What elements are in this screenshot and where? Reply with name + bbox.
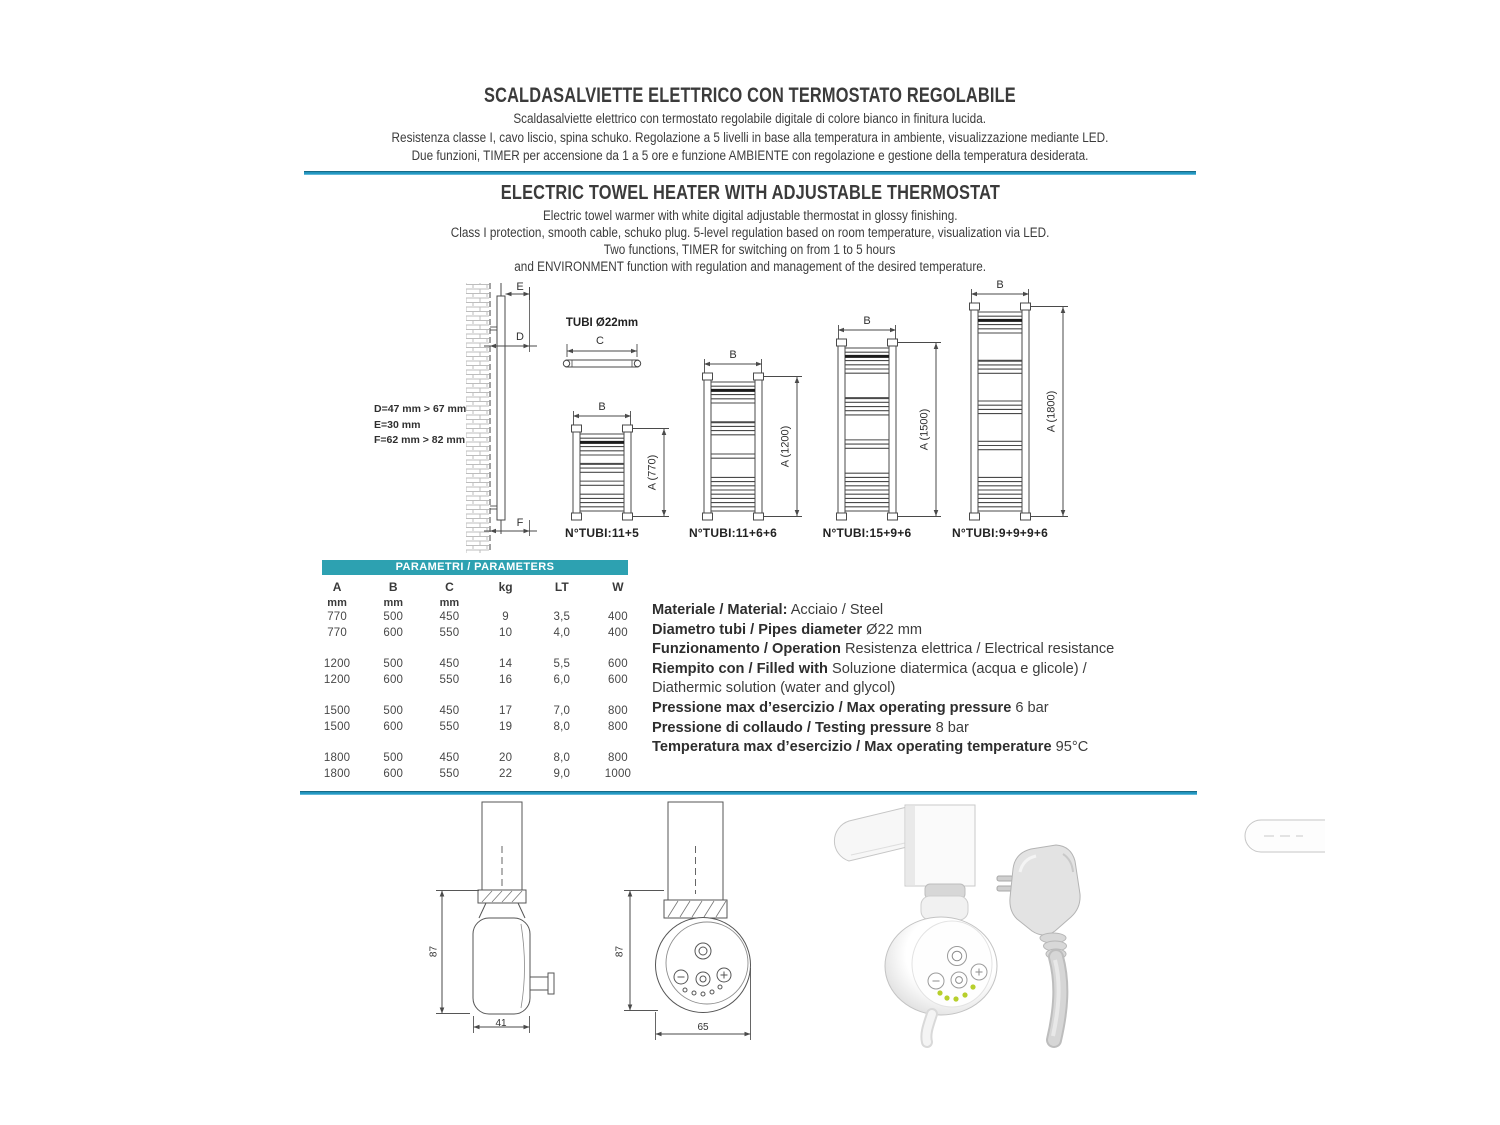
thermostat-front-view bbox=[624, 802, 751, 1040]
thermostat-side-view bbox=[436, 802, 554, 1033]
table-cell: 600 bbox=[608, 673, 628, 686]
radiator-tubes-label-2: N°TUBI:11+6+6 bbox=[688, 526, 778, 540]
title-english-text: ELECTRIC TOWEL HEATER WITH ADJUSTABLE THERMOSTAT bbox=[500, 182, 1000, 204]
radiator-b-label-2: B bbox=[729, 349, 737, 361]
table-cell: mm bbox=[439, 597, 460, 609]
table-cell: 5,5 bbox=[553, 658, 571, 670]
table-cell: 1200 bbox=[323, 658, 351, 670]
table-cell: 8,0 bbox=[553, 752, 571, 764]
table-cell: 9,0 bbox=[553, 767, 571, 780]
table-cell: 550 bbox=[439, 673, 460, 686]
radiator-b-label-3: B bbox=[863, 315, 871, 327]
radiator-a-label-3: A (1500) bbox=[918, 408, 931, 450]
spec-line: Riempito con / Filled with Soluzione diatermica (acqua e glicole) / bbox=[652, 660, 1087, 677]
spec-line: Materiale / Material: Acciaio / Steel bbox=[652, 602, 884, 618]
table-cell: 1500 bbox=[323, 720, 351, 733]
spec-line: Pressione di collaudo / Testing pressure 8 bar bbox=[652, 719, 969, 736]
table-cell bbox=[590, 597, 646, 611]
table-cell: 1800 bbox=[323, 767, 351, 780]
table-cell: 600 bbox=[383, 720, 404, 733]
table-cell: 600 bbox=[383, 626, 404, 639]
table-cell: 500 bbox=[383, 611, 404, 623]
table-cell: 500 bbox=[383, 658, 404, 670]
table-cell: B bbox=[388, 580, 398, 594]
table-row bbox=[309, 674, 646, 690]
table-cell: 4,0 bbox=[553, 626, 571, 639]
table-cell: mm bbox=[383, 597, 404, 609]
table-cell: 7,0 bbox=[553, 705, 571, 717]
table-cell: 19 bbox=[499, 720, 513, 733]
table-cell: 770 bbox=[327, 626, 347, 639]
table-row bbox=[309, 611, 646, 627]
table-cell: 16 bbox=[499, 673, 513, 686]
table-cell: 800 bbox=[608, 705, 628, 717]
description-italian: Scaldasalviette elettrico con termostato regolabile digitale di colore bianco in finitura lucida. Resistenza classe I, cavo liscio, spina schuko. Regolazione a 5 livelli in base alla temperatura in ambiente, visualizzazione mediante LED. Due funzioni, TIMER per accensione da 1 a 5 ore e funzione AMBIENTE con regolazione e gestione della temperatura desiderata. bbox=[391, 111, 1109, 163]
table-row bbox=[309, 705, 646, 721]
dim-label-f: F bbox=[516, 517, 524, 529]
wall-mount-side-view bbox=[466, 283, 537, 553]
schuko-plug bbox=[997, 845, 1080, 1040]
table-cell: 550 bbox=[439, 720, 460, 733]
table-cell: 1800 bbox=[323, 752, 351, 764]
radiator-tubes-label-4: N°TUBI:9+9+9+6 bbox=[952, 526, 1048, 540]
table-cell: 550 bbox=[439, 767, 460, 780]
spec-line: Diathermic solution (water and glycol) bbox=[652, 680, 896, 697]
thermostat-3d-render bbox=[834, 805, 1325, 1042]
table-cell: kg bbox=[498, 580, 513, 594]
side-view-width-label: 41 bbox=[495, 1018, 507, 1029]
table-cell: 14 bbox=[499, 658, 513, 670]
table-cell: C bbox=[445, 580, 454, 594]
table-cell: 800 bbox=[608, 720, 628, 733]
table-cell: LT bbox=[554, 580, 569, 594]
table-cell: 770 bbox=[327, 611, 347, 623]
table-cell bbox=[534, 597, 590, 611]
table-cell bbox=[478, 597, 534, 611]
title-italian-text: SCALDASALVIETTE ELETTRICO CON TERMOSTATO REGOLABILE bbox=[484, 84, 1016, 107]
table-cell: 450 bbox=[439, 611, 460, 623]
table-cell: 800 bbox=[608, 752, 628, 764]
table-cell: 450 bbox=[439, 705, 460, 717]
table-cell: 20 bbox=[499, 752, 513, 764]
radiator-tubes-label-1: N°TUBI:11+5 bbox=[564, 526, 640, 540]
table-row bbox=[309, 721, 646, 737]
table-row bbox=[309, 658, 646, 674]
table-cell: 1000 bbox=[604, 767, 632, 780]
table-cell: 10 bbox=[499, 626, 513, 639]
radiator-a-label-2: A (1200) bbox=[779, 425, 792, 467]
front-view-height-label: 87 bbox=[614, 945, 626, 958]
plus-button-icon bbox=[971, 964, 987, 980]
spec-line: Pressione max d’esercizio / Max operating pressure 6 bar bbox=[652, 699, 1049, 716]
table-cell: 9 bbox=[502, 611, 509, 623]
table-row bbox=[309, 768, 646, 784]
mode-button-icon bbox=[951, 972, 967, 988]
power-button-icon bbox=[948, 947, 967, 966]
radiator-a-label-1: A (770) bbox=[646, 454, 659, 490]
table-cell: 6,0 bbox=[553, 673, 571, 686]
table-cell: 600 bbox=[383, 673, 404, 686]
table-column-headers bbox=[309, 580, 646, 597]
table-row bbox=[309, 752, 646, 768]
table-cell: 22 bbox=[499, 767, 513, 780]
table-cell: 600 bbox=[383, 767, 404, 780]
table-title: PARAMETRI / PARAMETERS bbox=[322, 560, 628, 575]
radiator-tubes-label-3: N°TUBI:15+9+6 bbox=[822, 526, 912, 540]
table-cell: 500 bbox=[383, 705, 404, 717]
table-cell: 3,5 bbox=[553, 611, 571, 623]
radiator-b-label-4: B bbox=[996, 279, 1004, 291]
dim-label-c: C bbox=[596, 335, 604, 347]
tube-diameter-label: TUBI Ø22mm bbox=[565, 317, 639, 329]
table-cell: mm bbox=[327, 597, 347, 609]
table-cell: 550 bbox=[439, 626, 460, 639]
table-cell: 500 bbox=[383, 752, 404, 764]
table-cell: 1200 bbox=[323, 673, 351, 686]
table-cell: 400 bbox=[608, 611, 628, 623]
radiator-b-label-1: B bbox=[598, 401, 606, 413]
side-view-height-label: 87 bbox=[428, 945, 440, 958]
description-english: Electric towel warmer with white digital adjustable thermostat in glossy finishing. Class I protection, smooth cable, schuko plug. 5-level regulation based on room temperature, visualization via LED. Two functions, TIMER for switching on from 1 to 5 hours and ENVIRONMENT function with regulation and management of the desired temperature. bbox=[450, 208, 1050, 274]
divider-line-bottom bbox=[300, 791, 1197, 795]
specifications-list bbox=[652, 601, 1200, 758]
table-cell: 600 bbox=[608, 658, 628, 670]
minus-button-icon bbox=[928, 973, 944, 989]
mount-dimensions-text: D=47 mm > 67 mm E=30 mm F=62 mm > 82 mm bbox=[374, 403, 467, 446]
table-cell: 400 bbox=[608, 626, 628, 639]
table-row bbox=[309, 627, 646, 643]
radiator-a-label-4: A (1800) bbox=[1045, 390, 1058, 432]
table-rows bbox=[309, 580, 646, 783]
table-cell: W bbox=[612, 580, 624, 594]
table-cell: A bbox=[332, 580, 342, 594]
spec-line: Funzionamento / Operation Resistenza elettrica / Electrical resistance bbox=[652, 641, 1115, 658]
table-cell: 8,0 bbox=[553, 720, 571, 733]
table-cell: 450 bbox=[439, 658, 460, 670]
front-view-width-label: 65 bbox=[697, 1022, 709, 1033]
dim-label-d: D bbox=[516, 331, 524, 343]
spec-line: Diametro tubi / Pipes diameter Ø22 mm bbox=[652, 621, 923, 638]
dim-label-e: E bbox=[516, 281, 524, 293]
table-cell: 1500 bbox=[323, 705, 351, 717]
table-units-row bbox=[309, 597, 646, 611]
table-cell: 450 bbox=[439, 752, 460, 764]
spec-line: Temperatura max d’esercizio / Max operating temperature 95°C bbox=[652, 739, 1089, 756]
table-cell: 17 bbox=[499, 705, 513, 717]
